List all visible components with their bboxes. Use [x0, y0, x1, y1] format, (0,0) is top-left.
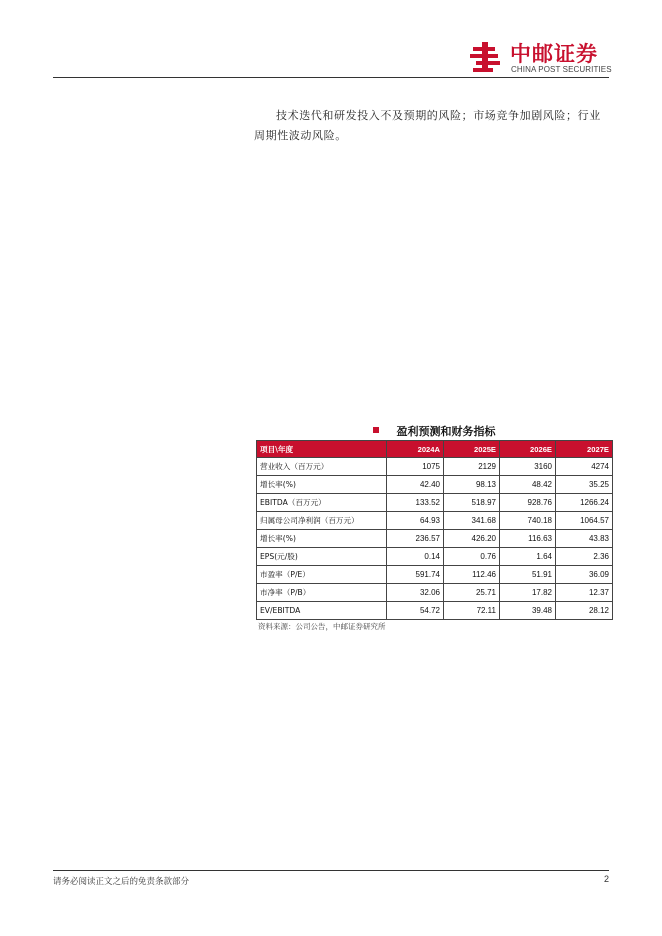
- header-year: 2025E: [444, 441, 500, 458]
- table-cell: 0.76: [444, 548, 500, 566]
- row-label: 营业收入（百万元）: [257, 458, 387, 476]
- table-cell: 0.14: [387, 548, 444, 566]
- table-cell: 48.42: [500, 476, 556, 494]
- table-title-text: 盈利预测和财务指标: [396, 425, 496, 438]
- footer-disclaimer: 请务必阅读正文之后的免责条款部分: [53, 877, 190, 887]
- row-label: EV/EBITDA: [257, 602, 387, 620]
- table-source-note: 资料来源：公司公告，中邮证券研究所: [258, 622, 386, 631]
- table-cell: 112.46: [444, 566, 500, 584]
- row-label: 增长率(%): [257, 476, 387, 494]
- table-row: [257, 512, 613, 530]
- table-cell: 36.09: [556, 566, 613, 584]
- table-cell: 133.52: [387, 494, 444, 512]
- table-cell: 25.71: [444, 584, 500, 602]
- row-label: 市盈率（P/E）: [257, 566, 387, 584]
- table-cell: 928.76: [500, 494, 556, 512]
- table-cell: 1064.57: [556, 512, 613, 530]
- table-row: [257, 494, 613, 512]
- row-label: EBITDA（百万元）: [257, 494, 387, 512]
- table-cell: 72.11: [444, 602, 500, 620]
- table-cell: 1.64: [500, 548, 556, 566]
- table-title: [256, 423, 612, 439]
- table-cell: 426.20: [444, 530, 500, 548]
- table-header-row: [257, 441, 613, 458]
- table-cell: 17.82: [500, 584, 556, 602]
- header-divider: [53, 77, 609, 78]
- row-label: EPS(元/股): [257, 548, 387, 566]
- footer-divider: [53, 870, 609, 871]
- table-cell: 42.40: [387, 476, 444, 494]
- header-year: 2024A: [387, 441, 444, 458]
- table-cell: 64.93: [387, 512, 444, 530]
- row-label: 增长率(%): [257, 530, 387, 548]
- header-year: 2026E: [500, 441, 556, 458]
- brand-name-en: CHINA POST SECURITIES: [511, 65, 612, 74]
- table-row: [257, 548, 613, 566]
- table-cell: 2129: [444, 458, 500, 476]
- table-row: [257, 476, 613, 494]
- risk-warning-paragraph: 技术迭代和研发投入不及预期的风险；市场竞争加剧风险；行业周期性波动风险。: [254, 109, 601, 142]
- china-post-logo-icon: [470, 40, 504, 74]
- table-cell: 1075: [387, 458, 444, 476]
- table-cell: 116.63: [500, 530, 556, 548]
- table-cell: 28.12: [556, 602, 613, 620]
- header-label: 项目\年度: [257, 441, 387, 458]
- table-cell: 98.13: [444, 476, 500, 494]
- square-bullet-icon: [373, 427, 379, 433]
- table-row: [257, 530, 613, 548]
- table-cell: 4274: [556, 458, 613, 476]
- table-cell: 236.57: [387, 530, 444, 548]
- table-cell: 51.91: [500, 566, 556, 584]
- table-cell: 341.68: [444, 512, 500, 530]
- table-cell: 43.83: [556, 530, 613, 548]
- brand-name-cn: 中邮证券: [510, 42, 598, 66]
- company-logo: [470, 40, 610, 76]
- table-cell: 518.97: [444, 494, 500, 512]
- table-cell: 2.36: [556, 548, 613, 566]
- table-row: [257, 584, 613, 602]
- financial-forecast-table: [256, 440, 613, 620]
- table-row: [257, 602, 613, 620]
- table-row: [257, 566, 613, 584]
- row-label: 归属母公司净利润（百万元）: [257, 512, 387, 530]
- table-row: [257, 458, 613, 476]
- table-cell: 32.06: [387, 584, 444, 602]
- table-cell: 3160: [500, 458, 556, 476]
- table-cell: 35.25: [556, 476, 613, 494]
- header-year: 2027E: [556, 441, 613, 458]
- table-cell: 740.18: [500, 512, 556, 530]
- table-cell: 1266.24: [556, 494, 613, 512]
- row-label: 市净率（P/B）: [257, 584, 387, 602]
- page-number: 2: [603, 874, 609, 884]
- table-cell: 39.48: [500, 602, 556, 620]
- table-cell: 591.74: [387, 566, 444, 584]
- table-cell: 12.37: [556, 584, 613, 602]
- table-cell: 54.72: [387, 602, 444, 620]
